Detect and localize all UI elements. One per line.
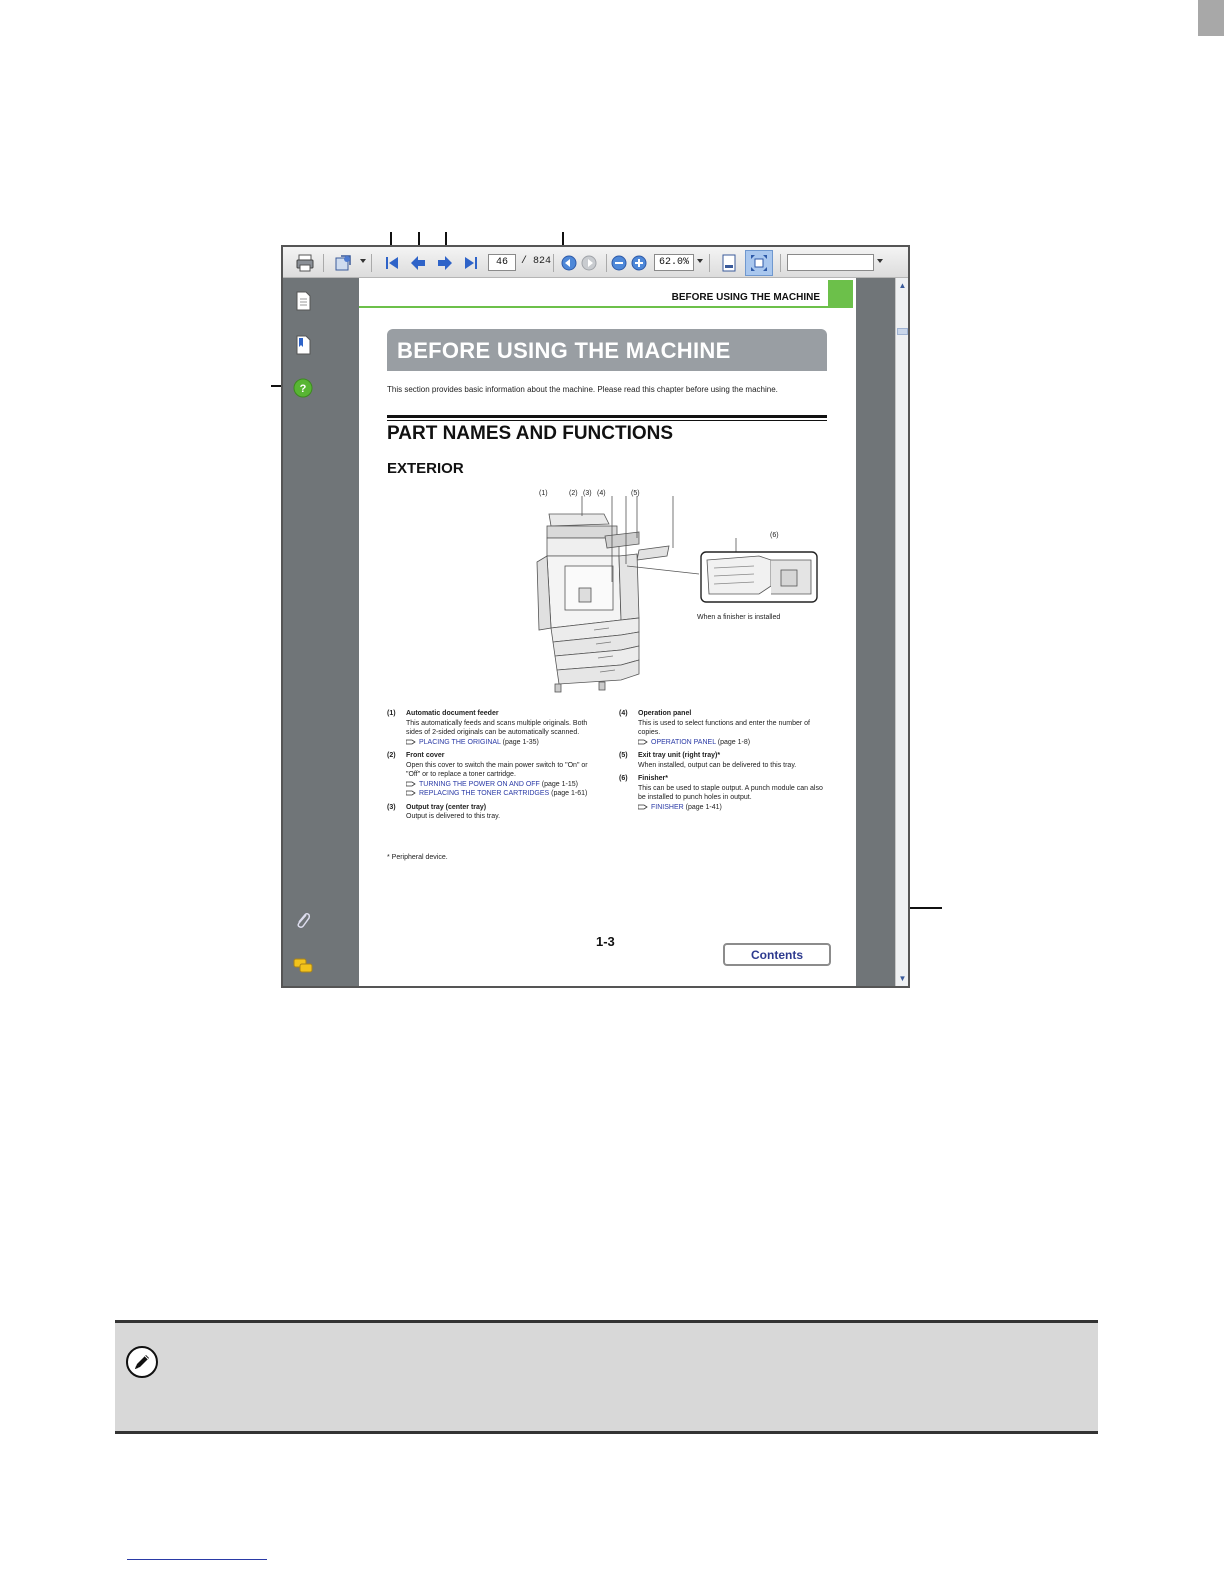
figure-label: (6) [770,532,779,539]
page-ref: (page 1-8) [715,738,751,746]
page-link[interactable]: OPERATION PANEL [651,738,716,746]
item-number: (6) [619,775,628,782]
contents-button[interactable]: Contents [723,943,831,966]
chevron-down-icon[interactable] [697,259,703,263]
printer-icon [295,253,315,273]
figure-label: (5) [631,490,640,497]
bookmarks-icon[interactable] [293,335,313,355]
figure-caption: When a finisher is installed [697,614,781,621]
item-reference [406,780,599,790]
next-view-icon [579,253,599,273]
item-number: (3) [387,803,396,811]
list-item [619,774,829,812]
scroll-thumb[interactable] [897,328,908,335]
page-ref: (page 1-61) [549,790,588,797]
list-item [387,709,599,747]
fit-page-button[interactable] [719,253,739,273]
page-header-title: BEFORE USING THE MACHINE [671,292,820,303]
chapter-title: BEFORE USING THE MACHINE [397,338,731,363]
next-view-button[interactable] [579,253,599,273]
page-link[interactable]: FINISHER [651,803,684,811]
item-number: (4) [619,710,628,717]
item-title: Output tray (center tray) [406,803,487,811]
page-header [359,280,853,308]
copier-drawing [509,490,829,705]
previous-page-button[interactable] [408,253,428,273]
footnote: * Peripheral device. [387,854,448,861]
page-ref: (page 1-41) [683,803,722,811]
item-number: (1) [387,710,396,717]
page-link[interactable]: PLACING THE ORIGINAL [419,738,501,746]
comments-icon[interactable] [293,956,313,976]
page-link[interactable]: REPLACING THE TONER CARTRIDGES [419,790,550,797]
pdf-viewer-window [281,245,910,988]
list-item [387,751,599,799]
page-number-input[interactable]: 46 [488,254,516,271]
scroll-down-icon[interactable]: ▼ [898,974,907,983]
vertical-scrollbar[interactable] [895,278,908,986]
header-accent [828,280,853,308]
chevron-down-icon[interactable] [360,259,366,263]
previous-view-icon [559,253,579,273]
figure-label: (4) [597,490,606,497]
previous-view-button[interactable] [559,253,579,273]
attachments-icon[interactable] [293,911,313,931]
page-ref: (page 1-35) [500,738,539,746]
first-page-button[interactable] [382,253,402,273]
expand-icon [749,253,769,273]
viewer-toolbar [283,247,908,278]
arrow-left-icon [408,253,428,273]
divider [387,420,827,421]
item-description: This automatically feeds and scans multiple originals. Both sides of 2-sided originals can be automatically scanned. [406,719,588,736]
page-corner-bar [1198,0,1224,36]
intro-text: This section provides basic information about the machine. Please read this chapter before using the machine. [387,385,778,394]
reference-hand-icon [406,739,416,745]
last-page-button[interactable] [461,253,481,273]
item-reference [638,803,829,813]
footer-link-underline [127,1559,267,1560]
item-number: (2) [387,752,396,759]
pages-icon[interactable] [293,291,313,311]
item-title: Operation panel [638,710,692,717]
item-reference [406,789,599,799]
page-total-label: / 824 [521,256,552,267]
list-item [387,803,599,822]
svg-text:?: ? [299,383,307,395]
last-page-icon [461,253,481,273]
list-item [619,709,829,747]
zoom-level-input[interactable]: 62.0% [654,254,694,271]
next-page-button[interactable] [435,253,455,273]
page-number: 1-3 [596,934,615,949]
figure-label: (1) [539,490,548,497]
document-share-icon [333,253,353,273]
first-page-icon [382,253,402,273]
machine-illustration [509,490,829,705]
item-reference [638,738,829,748]
note-box [115,1320,1098,1434]
item-description: When installed, output can be delivered to this tray. [638,761,797,769]
chevron-down-icon[interactable] [877,259,883,263]
search-input[interactable] [787,254,874,271]
item-description: Open this cover to switch the main power switch to "On" or "Off" or to replace a toner cartridge. [406,761,588,778]
page-ref: (page 1-15) [539,780,578,788]
item-title: Front cover [406,752,445,759]
item-title: Finisher* [638,775,668,782]
item-title: Automatic document feeder [406,710,499,717]
list-item [619,751,829,770]
subsection-heading: EXTERIOR [387,460,464,477]
parts-list-left [387,709,599,826]
reference-hand-icon [638,804,648,810]
arrow-right-icon [435,253,455,273]
print-button[interactable] [295,253,315,273]
viewer-sidebar [283,278,358,986]
item-title: Exit tray unit (right tray)* [638,752,721,759]
chapter-title-bar [387,329,827,371]
document-page [359,278,856,986]
save-copy-button[interactable] [333,253,353,273]
figure-label: (3) [583,490,592,497]
item-description: This is used to select functions and enter the number of copies. [638,719,810,736]
fit-page-icon [719,253,739,273]
item-description: This can be used to staple output. A punch module can also be installed to punch holes in output. [638,784,823,801]
reference-hand-icon [406,781,416,787]
pencil-note-icon [125,1345,159,1379]
section-heading: PART NAMES AND FUNCTIONS [387,423,674,444]
zoom-in-icon [629,253,649,273]
item-number: (5) [619,752,628,759]
item-description: Output is delivered to this tray. [406,813,501,820]
parts-list-right [619,709,829,816]
zoom-in-button[interactable] [629,253,649,273]
divider [387,415,827,418]
figure-label: (2) [569,490,578,497]
zoom-out-icon [609,253,629,273]
zoom-out-button[interactable] [609,253,629,273]
reference-hand-icon [638,739,648,745]
item-reference [406,738,599,748]
scroll-up-icon[interactable]: ▲ [898,281,907,290]
full-screen-button[interactable] [745,250,773,276]
page-link[interactable]: TURNING THE POWER ON AND OFF [419,780,540,788]
help-icon[interactable] [293,378,313,398]
reference-hand-icon [406,790,416,796]
